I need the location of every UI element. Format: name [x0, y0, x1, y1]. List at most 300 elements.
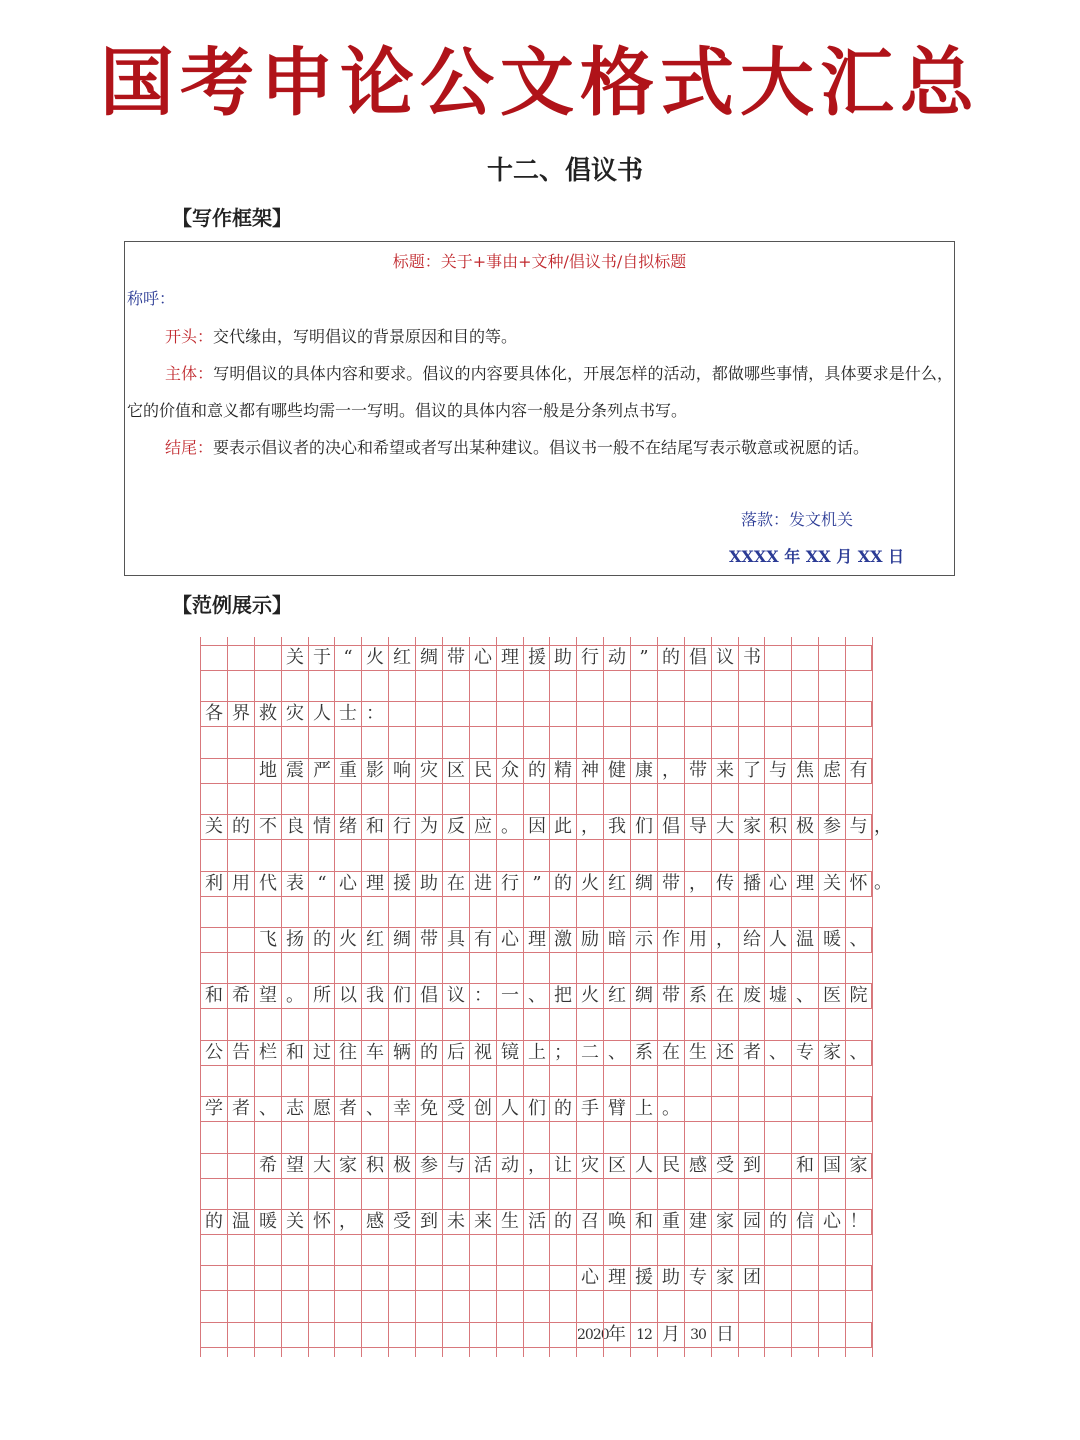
grid-cell [684, 702, 711, 726]
grid-cell [388, 702, 415, 726]
grid-cell [200, 1323, 227, 1347]
framework-date: XXXX 年 XX 月 XX 日 [729, 547, 905, 566]
grid-cell [764, 1266, 791, 1290]
grid-cell [442, 702, 469, 726]
grid-cell [845, 646, 872, 670]
grid-cell: 书 [738, 646, 765, 670]
grid-cell: 理 [361, 872, 388, 896]
grid-cell: 二 [576, 1041, 603, 1065]
grid-cell: 、 [791, 984, 818, 1008]
grid-cell [791, 702, 818, 726]
grid-cell: 灾 [281, 702, 308, 726]
grid-cell: 传 [711, 872, 738, 896]
grid-cell [281, 1323, 308, 1347]
grid-cell: 灾 [576, 1154, 603, 1178]
grid-cell: 建 [684, 1210, 711, 1234]
grid-cell: 愿 [308, 1097, 335, 1121]
grid-cell [818, 1323, 845, 1347]
grid-cell [361, 1266, 388, 1290]
grid-cell: 公 [200, 1041, 227, 1065]
grid-cell: 幸 [388, 1097, 415, 1121]
grid-cell: 的 [549, 1097, 576, 1121]
grid-cell: 手 [576, 1097, 603, 1121]
grid-cell: 援 [630, 1266, 657, 1290]
grid-cell: 参 [818, 815, 845, 839]
grid-cell: 和 [630, 1210, 657, 1234]
grid-cell: 关 [200, 815, 227, 839]
grid-cell: “ [334, 646, 361, 670]
grid-cell: 国 [818, 1154, 845, 1178]
grid-cell: 我 [361, 984, 388, 1008]
grid-row [200, 645, 872, 671]
grid-cell: 震 [281, 759, 308, 783]
grid-row [200, 1096, 872, 1122]
grid-cell: 家 [845, 1154, 872, 1178]
grid-cell: 往 [334, 1041, 361, 1065]
grid-cell [657, 702, 684, 726]
grid-cell: 议 [442, 984, 469, 1008]
grid-row [200, 1153, 872, 1179]
grid-cell [791, 1266, 818, 1290]
grid-cell [227, 1154, 254, 1178]
grid-cell: 的 [549, 872, 576, 896]
grid-cell [711, 702, 738, 726]
grid-cell: 栏 [254, 1041, 281, 1065]
grid-cell: 心 [576, 1266, 603, 1290]
framework-box [124, 241, 955, 576]
grid-cell: 活 [523, 1210, 550, 1234]
grid-cell: 绸 [388, 928, 415, 952]
grid-cell: 焦 [791, 759, 818, 783]
grid-cell: 。 [496, 815, 523, 839]
grid-line [872, 637, 873, 1357]
grid-cell [791, 1323, 818, 1347]
grid-cell: ： [469, 984, 496, 1008]
grid-cell [200, 1154, 227, 1178]
grid-cell: 情 [308, 815, 335, 839]
grid-row [200, 871, 872, 897]
grid-cell: ； [549, 1041, 576, 1065]
grid-cell: 暖 [818, 928, 845, 952]
grid-cell [442, 1266, 469, 1290]
grid-cell: 废 [738, 984, 765, 1008]
grid-cell [791, 1097, 818, 1121]
grid-cell: ， [576, 815, 603, 839]
grid-cell: 心 [334, 872, 361, 896]
grid-cell: ” [523, 872, 550, 896]
grid-cell: 、 [603, 1041, 630, 1065]
grid-cell: 具 [442, 928, 469, 952]
grid-cell: 倡 [684, 646, 711, 670]
grid-cell: 、 [523, 984, 550, 1008]
grid-cell [818, 702, 845, 726]
grid-cell [711, 1097, 738, 1121]
grid-cell: “ [308, 872, 335, 896]
grid-cell: 、 [845, 928, 872, 952]
grid-cell: 重 [334, 759, 361, 783]
grid-cell: 心 [469, 646, 496, 670]
grid-cell [818, 1097, 845, 1121]
grid-cell [415, 1323, 442, 1347]
grid-cell: 和 [361, 815, 388, 839]
grid-cell: 表 [281, 872, 308, 896]
grid-cell: 车 [361, 1041, 388, 1065]
grid-cell: 墟 [764, 984, 791, 1008]
grid-cell: 人 [764, 928, 791, 952]
grid-cell: ， [657, 759, 684, 783]
grid-cell: 救 [254, 702, 281, 726]
grid-cell: 受 [711, 1154, 738, 1178]
grid-cell: 利 [200, 872, 227, 896]
grid-cell: 关 [281, 1210, 308, 1234]
grid-cell: 系 [630, 1041, 657, 1065]
grid-cell: 援 [523, 646, 550, 670]
grid-cell: 重 [657, 1210, 684, 1234]
grid-cell: 积 [764, 815, 791, 839]
grid-row [200, 983, 872, 1009]
grid-cell: 励 [576, 928, 603, 952]
grid-cell: 臂 [603, 1097, 630, 1121]
grid-cell: 进 [469, 872, 496, 896]
grid-cell: 理 [523, 928, 550, 952]
grid-cell [496, 1266, 523, 1290]
grid-cell: 创 [469, 1097, 496, 1121]
grid-cell [388, 1266, 415, 1290]
grid-cell: 导 [684, 815, 711, 839]
grid-cell: 受 [442, 1097, 469, 1121]
grid-cell: 虑 [818, 759, 845, 783]
grid-cell: 不 [254, 815, 281, 839]
grid-cell [818, 1266, 845, 1290]
grid-cell: 飞 [254, 928, 281, 952]
grid-cell [549, 1266, 576, 1290]
grid-cell: 区 [603, 1154, 630, 1178]
grid-cell: 众 [496, 759, 523, 783]
grid-cell: 有 [469, 928, 496, 952]
framework-opening [127, 318, 953, 355]
grid-cell: 信 [791, 1210, 818, 1234]
grid-cell: 大 [308, 1154, 335, 1178]
grid-cell: 上 [523, 1041, 550, 1065]
grid-cell: 心 [764, 872, 791, 896]
grid-cell: 参 [415, 1154, 442, 1178]
grid-cell: 助 [657, 1266, 684, 1290]
grid-cell [469, 702, 496, 726]
grid-cell: 给 [738, 928, 765, 952]
grid-cell: 带 [684, 759, 711, 783]
grid-cell: 各 [200, 702, 227, 726]
grid-cell: 人 [496, 1097, 523, 1121]
framework-ending [127, 429, 953, 466]
grid-cell: 极 [388, 1154, 415, 1178]
grid-cell: 带 [442, 646, 469, 670]
grid-cell: 作 [657, 928, 684, 952]
grid-cell [818, 646, 845, 670]
grid-cell: 援 [388, 872, 415, 896]
body-text: 写明倡议的具体内容和要求。倡议的内容要具体化，开展怎样的活动，都做哪些事情，具体要求是什么，它的价值和意义都有哪些均需一一写明。倡议的具体内容一般是分条列点书写。 [127, 364, 953, 420]
grid-row [200, 1209, 872, 1235]
grid-cell: 望 [281, 1154, 308, 1178]
grid-cell: 、 [361, 1097, 388, 1121]
grid-cell [469, 1266, 496, 1290]
grid-cell [227, 759, 254, 783]
grid-cell [496, 1323, 523, 1347]
grid-cell: 者 [738, 1041, 765, 1065]
grid-cell: 议 [711, 646, 738, 670]
grid-cell: 代 [254, 872, 281, 896]
grid-cell: 生 [496, 1210, 523, 1234]
grid-cell: 在 [711, 984, 738, 1008]
grid-cell: 带 [415, 928, 442, 952]
grid-cell: 的 [764, 1210, 791, 1234]
grid-cell: 专 [791, 1041, 818, 1065]
ending-text: 要表示倡议者的决心和希望或者写出某种建议。倡议书一般不在结尾写表示敬意或祝愿的话。 [213, 438, 870, 457]
grid-cell: 让 [549, 1154, 576, 1178]
grid-cell: 学 [200, 1097, 227, 1121]
grid-cell: 系 [684, 984, 711, 1008]
grid-cell: 带 [657, 872, 684, 896]
grid-cell: 希 [227, 984, 254, 1008]
grid-cell: 把 [549, 984, 576, 1008]
grid-cell: 界 [227, 702, 254, 726]
grid-cell: 激 [549, 928, 576, 952]
grid-cell: 望 [254, 984, 281, 1008]
grid-cell: 和 [200, 984, 227, 1008]
grid-cell: 在 [442, 872, 469, 896]
grid-cell: 区 [442, 759, 469, 783]
grid-cell [791, 646, 818, 670]
grid-cell: 火 [361, 646, 388, 670]
framework-title-line: 标题：关于+事由+文种/倡议书/自拟标题 [392, 252, 687, 271]
grid-cell: 理 [603, 1266, 630, 1290]
grid-cell: 士 [334, 702, 361, 726]
grid-cell: 、 [845, 1041, 872, 1065]
manuscript-grid [200, 637, 892, 1357]
grid-cell: 用 [227, 872, 254, 896]
grid-cell: 视 [469, 1041, 496, 1065]
grid-cell: 免 [415, 1097, 442, 1121]
grid-cell: 团 [738, 1266, 765, 1290]
grid-cell: 的 [308, 928, 335, 952]
grid-cell [764, 646, 791, 670]
grid-cell [764, 702, 791, 726]
grid-cell [738, 1323, 765, 1347]
grid-cell: 2020 [576, 1323, 603, 1347]
grid-cell: 的 [523, 759, 550, 783]
grid-row [200, 758, 872, 784]
grid-cell: 来 [711, 759, 738, 783]
grid-cell [576, 702, 603, 726]
grid-cell [308, 1323, 335, 1347]
grid-cell [764, 1323, 791, 1347]
grid-cell: 家 [711, 1266, 738, 1290]
grid-cell [549, 1323, 576, 1347]
grid-cell: 红 [388, 646, 415, 670]
grid-cell: 康 [630, 759, 657, 783]
grid-cell: 助 [549, 646, 576, 670]
grid-cell: 的 [415, 1041, 442, 1065]
grid-cell: 告 [227, 1041, 254, 1065]
overflow-mark: 。 [874, 872, 892, 893]
grid-cell: 神 [576, 759, 603, 783]
grid-cell: 人 [630, 1154, 657, 1178]
grid-cell: 红 [361, 928, 388, 952]
main-title: 国考申论公文格式大汇总 [100, 40, 980, 126]
grid-cell: 人 [308, 702, 335, 726]
grid-cell: 和 [281, 1041, 308, 1065]
grid-cell: 动 [603, 646, 630, 670]
grid-cell [200, 646, 227, 670]
grid-cell [227, 1266, 254, 1290]
grid-cell: 绸 [630, 984, 657, 1008]
opening-text: 交代缘由，写明倡议的背景原因和目的等。 [213, 327, 518, 346]
grid-cell [764, 1097, 791, 1121]
grid-cell: 良 [281, 815, 308, 839]
grid-cell: 家 [738, 815, 765, 839]
grid-cell [200, 759, 227, 783]
grid-row [200, 701, 872, 727]
grid-cell: 影 [361, 759, 388, 783]
grid-cell: 。 [281, 984, 308, 1008]
grid-cell: 和 [791, 1154, 818, 1178]
grid-cell: 园 [738, 1210, 765, 1234]
grid-cell [764, 1154, 791, 1178]
grid-cell: 、 [764, 1041, 791, 1065]
grid-cell [388, 1323, 415, 1347]
grid-cell: 镜 [496, 1041, 523, 1065]
grid-cell: 怀 [845, 872, 872, 896]
ending-label: 结尾： [165, 438, 214, 457]
grid-cell: 暖 [254, 1210, 281, 1234]
grid-cell: 行 [576, 646, 603, 670]
grid-cell: 此 [549, 815, 576, 839]
grid-cell: 年 [603, 1323, 630, 1347]
grid-cell [334, 1266, 361, 1290]
grid-cell [200, 1266, 227, 1290]
grid-cell [603, 702, 630, 726]
grid-cell: 行 [388, 815, 415, 839]
grid-cell: 们 [630, 815, 657, 839]
grid-cell [254, 1323, 281, 1347]
grid-row [200, 814, 872, 840]
grid-cell: 与 [845, 815, 872, 839]
grid-cell [845, 1323, 872, 1347]
grid-cell: ， [711, 928, 738, 952]
grid-cell: 感 [361, 1210, 388, 1234]
grid-cell [254, 646, 281, 670]
grid-cell: 地 [254, 759, 281, 783]
grid-cell: 们 [388, 984, 415, 1008]
grid-cell [684, 1097, 711, 1121]
grid-cell [845, 1266, 872, 1290]
body-label: 主体： [165, 364, 214, 383]
grid-row [200, 927, 872, 953]
grid-cell: 受 [388, 1210, 415, 1234]
grid-cell: 应 [469, 815, 496, 839]
grid-cell: ， [523, 1154, 550, 1178]
grid-cell: ， [684, 872, 711, 896]
grid-cell: 与 [442, 1154, 469, 1178]
grid-cell: 有 [845, 759, 872, 783]
grid-cell: 火 [576, 872, 603, 896]
grid-cell [442, 1323, 469, 1347]
grid-cell: 为 [415, 815, 442, 839]
grid-cell: 召 [576, 1210, 603, 1234]
grid-cell: 在 [657, 1041, 684, 1065]
grid-cell: 者 [227, 1097, 254, 1121]
grid-cell: 灾 [415, 759, 442, 783]
grid-cell: 关 [281, 646, 308, 670]
grid-cell: 大 [711, 815, 738, 839]
grid-cell: 。 [657, 1097, 684, 1121]
grid-cell: 上 [630, 1097, 657, 1121]
grid-cell: 活 [469, 1154, 496, 1178]
grid-cell: 绪 [334, 815, 361, 839]
grid-cell [845, 1097, 872, 1121]
grid-cell: 生 [684, 1041, 711, 1065]
grid-cell: 火 [576, 984, 603, 1008]
grid-cell: 心 [496, 928, 523, 952]
grid-cell: 了 [738, 759, 765, 783]
grid-cell [281, 1266, 308, 1290]
grid-cell: 倡 [415, 984, 442, 1008]
grid-row [200, 1265, 872, 1291]
grid-cell: 院 [845, 984, 872, 1008]
grid-cell: 的 [549, 1210, 576, 1234]
section-heading: 十二、倡议书 [486, 156, 643, 186]
grid-cell: 示 [630, 928, 657, 952]
grid-cell: 积 [361, 1154, 388, 1178]
grid-cell: 心 [818, 1210, 845, 1234]
grid-cell: 倡 [657, 815, 684, 839]
grid-cell: 怀 [308, 1210, 335, 1234]
grid-cell: 到 [738, 1154, 765, 1178]
grid-cell: 动 [496, 1154, 523, 1178]
grid-cell: 播 [738, 872, 765, 896]
grid-cell: 以 [334, 984, 361, 1008]
example-label: 【范例展示】 [172, 593, 292, 617]
grid-cell: 因 [523, 815, 550, 839]
grid-cell: 所 [308, 984, 335, 1008]
grid-cell: ， [334, 1210, 361, 1234]
grid-cell: 过 [308, 1041, 335, 1065]
grid-cell [845, 702, 872, 726]
grid-cell [308, 1266, 335, 1290]
grid-cell: 助 [415, 872, 442, 896]
grid-cell: 来 [469, 1210, 496, 1234]
grid-cell: 后 [442, 1041, 469, 1065]
grid-cell: 绸 [415, 646, 442, 670]
grid-cell: 者 [334, 1097, 361, 1121]
grid-cell [227, 646, 254, 670]
grid-cell [496, 702, 523, 726]
grid-cell: 温 [227, 1210, 254, 1234]
framework-signature: 落款：发文机关 [741, 510, 854, 529]
grid-cell: 30 [684, 1323, 711, 1347]
grid-cell: 关 [818, 872, 845, 896]
grid-cell: 红 [603, 984, 630, 1008]
grid-cell: 响 [388, 759, 415, 783]
grid-cell: 带 [657, 984, 684, 1008]
grid-cell [415, 702, 442, 726]
grid-cell: 暗 [603, 928, 630, 952]
grid-cell: 希 [254, 1154, 281, 1178]
grid-cell: 与 [764, 759, 791, 783]
grid-cell: 的 [657, 646, 684, 670]
grid-cell [334, 1323, 361, 1347]
grid-cell: 一 [496, 984, 523, 1008]
grid-cell [227, 1323, 254, 1347]
